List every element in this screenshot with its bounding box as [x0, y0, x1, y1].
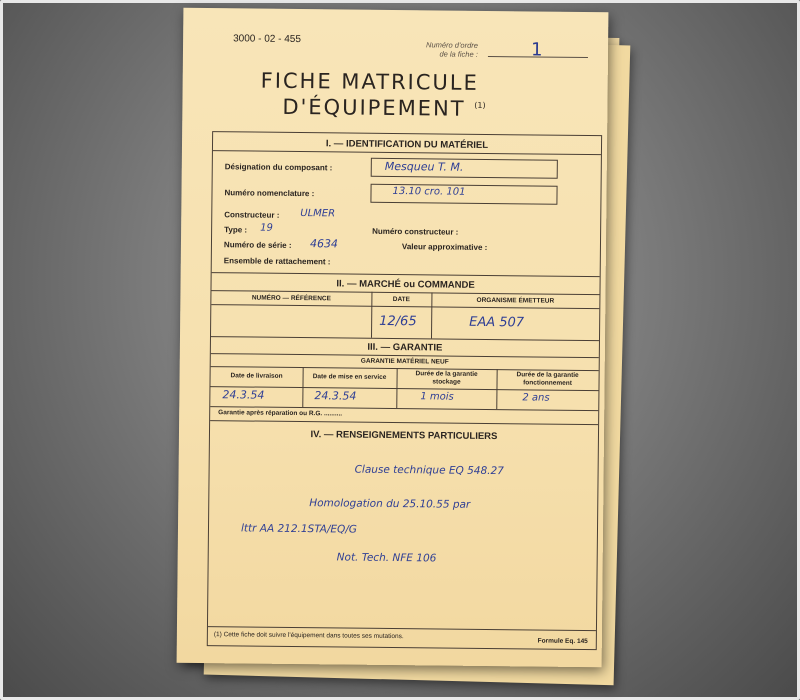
remark-line3: lttr AA 212.1STA/EQ/G — [240, 522, 358, 536]
divider — [431, 292, 432, 338]
order-number-label — [426, 40, 478, 59]
remark-line2: Homologation du 25.10.55 par — [309, 497, 471, 511]
serie-label: Numéro de série : — [223, 240, 292, 250]
stockage-value: 1 mois — [420, 391, 454, 403]
valeur-label: Valeur approximative : — [401, 242, 488, 252]
section2-col-date: DATE — [392, 296, 411, 304]
constructeur-value: ULMER — [300, 208, 336, 220]
col-livraison: Date de livraison — [230, 372, 283, 380]
form-body — [207, 131, 602, 650]
form-number: Formule Eq. 145 — [537, 637, 588, 646]
remark-line1: Clause technique EQ 548.27 — [354, 463, 504, 478]
title-line1: FICHE MATRICULE — [260, 68, 479, 95]
section4-title: IV. — RENSEIGNEMENTS PARTICULIERS — [310, 429, 498, 443]
order-number-value: 1 — [530, 39, 543, 61]
type-label: Type : — [224, 225, 248, 235]
equipment-record-card — [177, 8, 609, 667]
col-garantie-stockage-line1: Durée de la garantie — [415, 370, 478, 378]
type-value: 19 — [260, 222, 273, 234]
organisme-value: EAA 507 — [469, 314, 525, 331]
col-mise-en-service: Date de mise en service — [312, 373, 387, 381]
col-garantie-stockage-line2: stockage — [432, 378, 461, 386]
designation-label: Désignation du composant : — [224, 162, 333, 173]
section3-title: III. — GARANTIE — [367, 341, 443, 354]
serie-value: 4634 — [309, 237, 339, 251]
footer-note: (1) Cette fiche doit suivre l'équipement dans toutes ses mutations. — [213, 631, 404, 641]
divider — [212, 272, 600, 277]
remark-line4: Not. Tech. NFE 106 — [336, 551, 437, 565]
nomenclature-label: Numéro nomenclature : — [224, 188, 315, 199]
order-number-label-line2: de la fiche : — [439, 49, 478, 59]
title-line2 — [282, 95, 485, 121]
livraison-value: 24.3.54 — [222, 388, 265, 402]
designation-value: Mesqueu T. M. — [384, 159, 464, 174]
divider — [496, 369, 497, 409]
form-reference: 3000 - 02 - 455 — [233, 33, 302, 46]
title-line2-text: D'ÉQUIPEMENT — [282, 94, 466, 121]
nomenclature-value: 13.10 cro. 101 — [392, 185, 466, 198]
mise-en-service-value: 24.3.54 — [314, 389, 357, 403]
divider — [371, 292, 372, 338]
ensemble-label: Ensemble de rattachement : — [223, 256, 331, 267]
divider — [396, 368, 397, 408]
constructeur-label: Constructeur : — [224, 210, 280, 220]
divider — [208, 626, 596, 631]
divider — [210, 420, 598, 425]
section2-col-organisme: ORGANISME ÉMETTEUR — [476, 296, 555, 305]
fonctionnement-value: 2 ans — [522, 392, 550, 404]
col-garantie-stockage — [396, 370, 496, 387]
section2-col-numero: NUMÉRO — RÉFÉRENCE — [251, 294, 331, 303]
section2-title: II. — MARCHÉ ou COMMANDE — [336, 278, 475, 291]
marche-date-value: 12/65 — [379, 313, 417, 330]
col-garantie-fonctionnement — [496, 371, 598, 388]
order-number-label-line1: Numéro d'ordre — [426, 40, 478, 50]
section3-subtitle: GARANTIE MATÉRIEL NEUF — [360, 357, 449, 366]
section1-title: I. — IDENTIFICATION DU MATÉRIEL — [325, 138, 489, 151]
col-garantie-fonctionnement-line1: Durée de la garantie — [516, 371, 579, 379]
divider — [302, 367, 303, 407]
numero-constructeur-label: Numéro constructeur : — [372, 226, 459, 237]
col-garantie-fonctionnement-line2: fonctionnement — [523, 379, 572, 387]
title-note: (1) — [474, 100, 486, 110]
garantie-reparation: Garantie après réparation ou R.G. .......... — [218, 409, 343, 418]
